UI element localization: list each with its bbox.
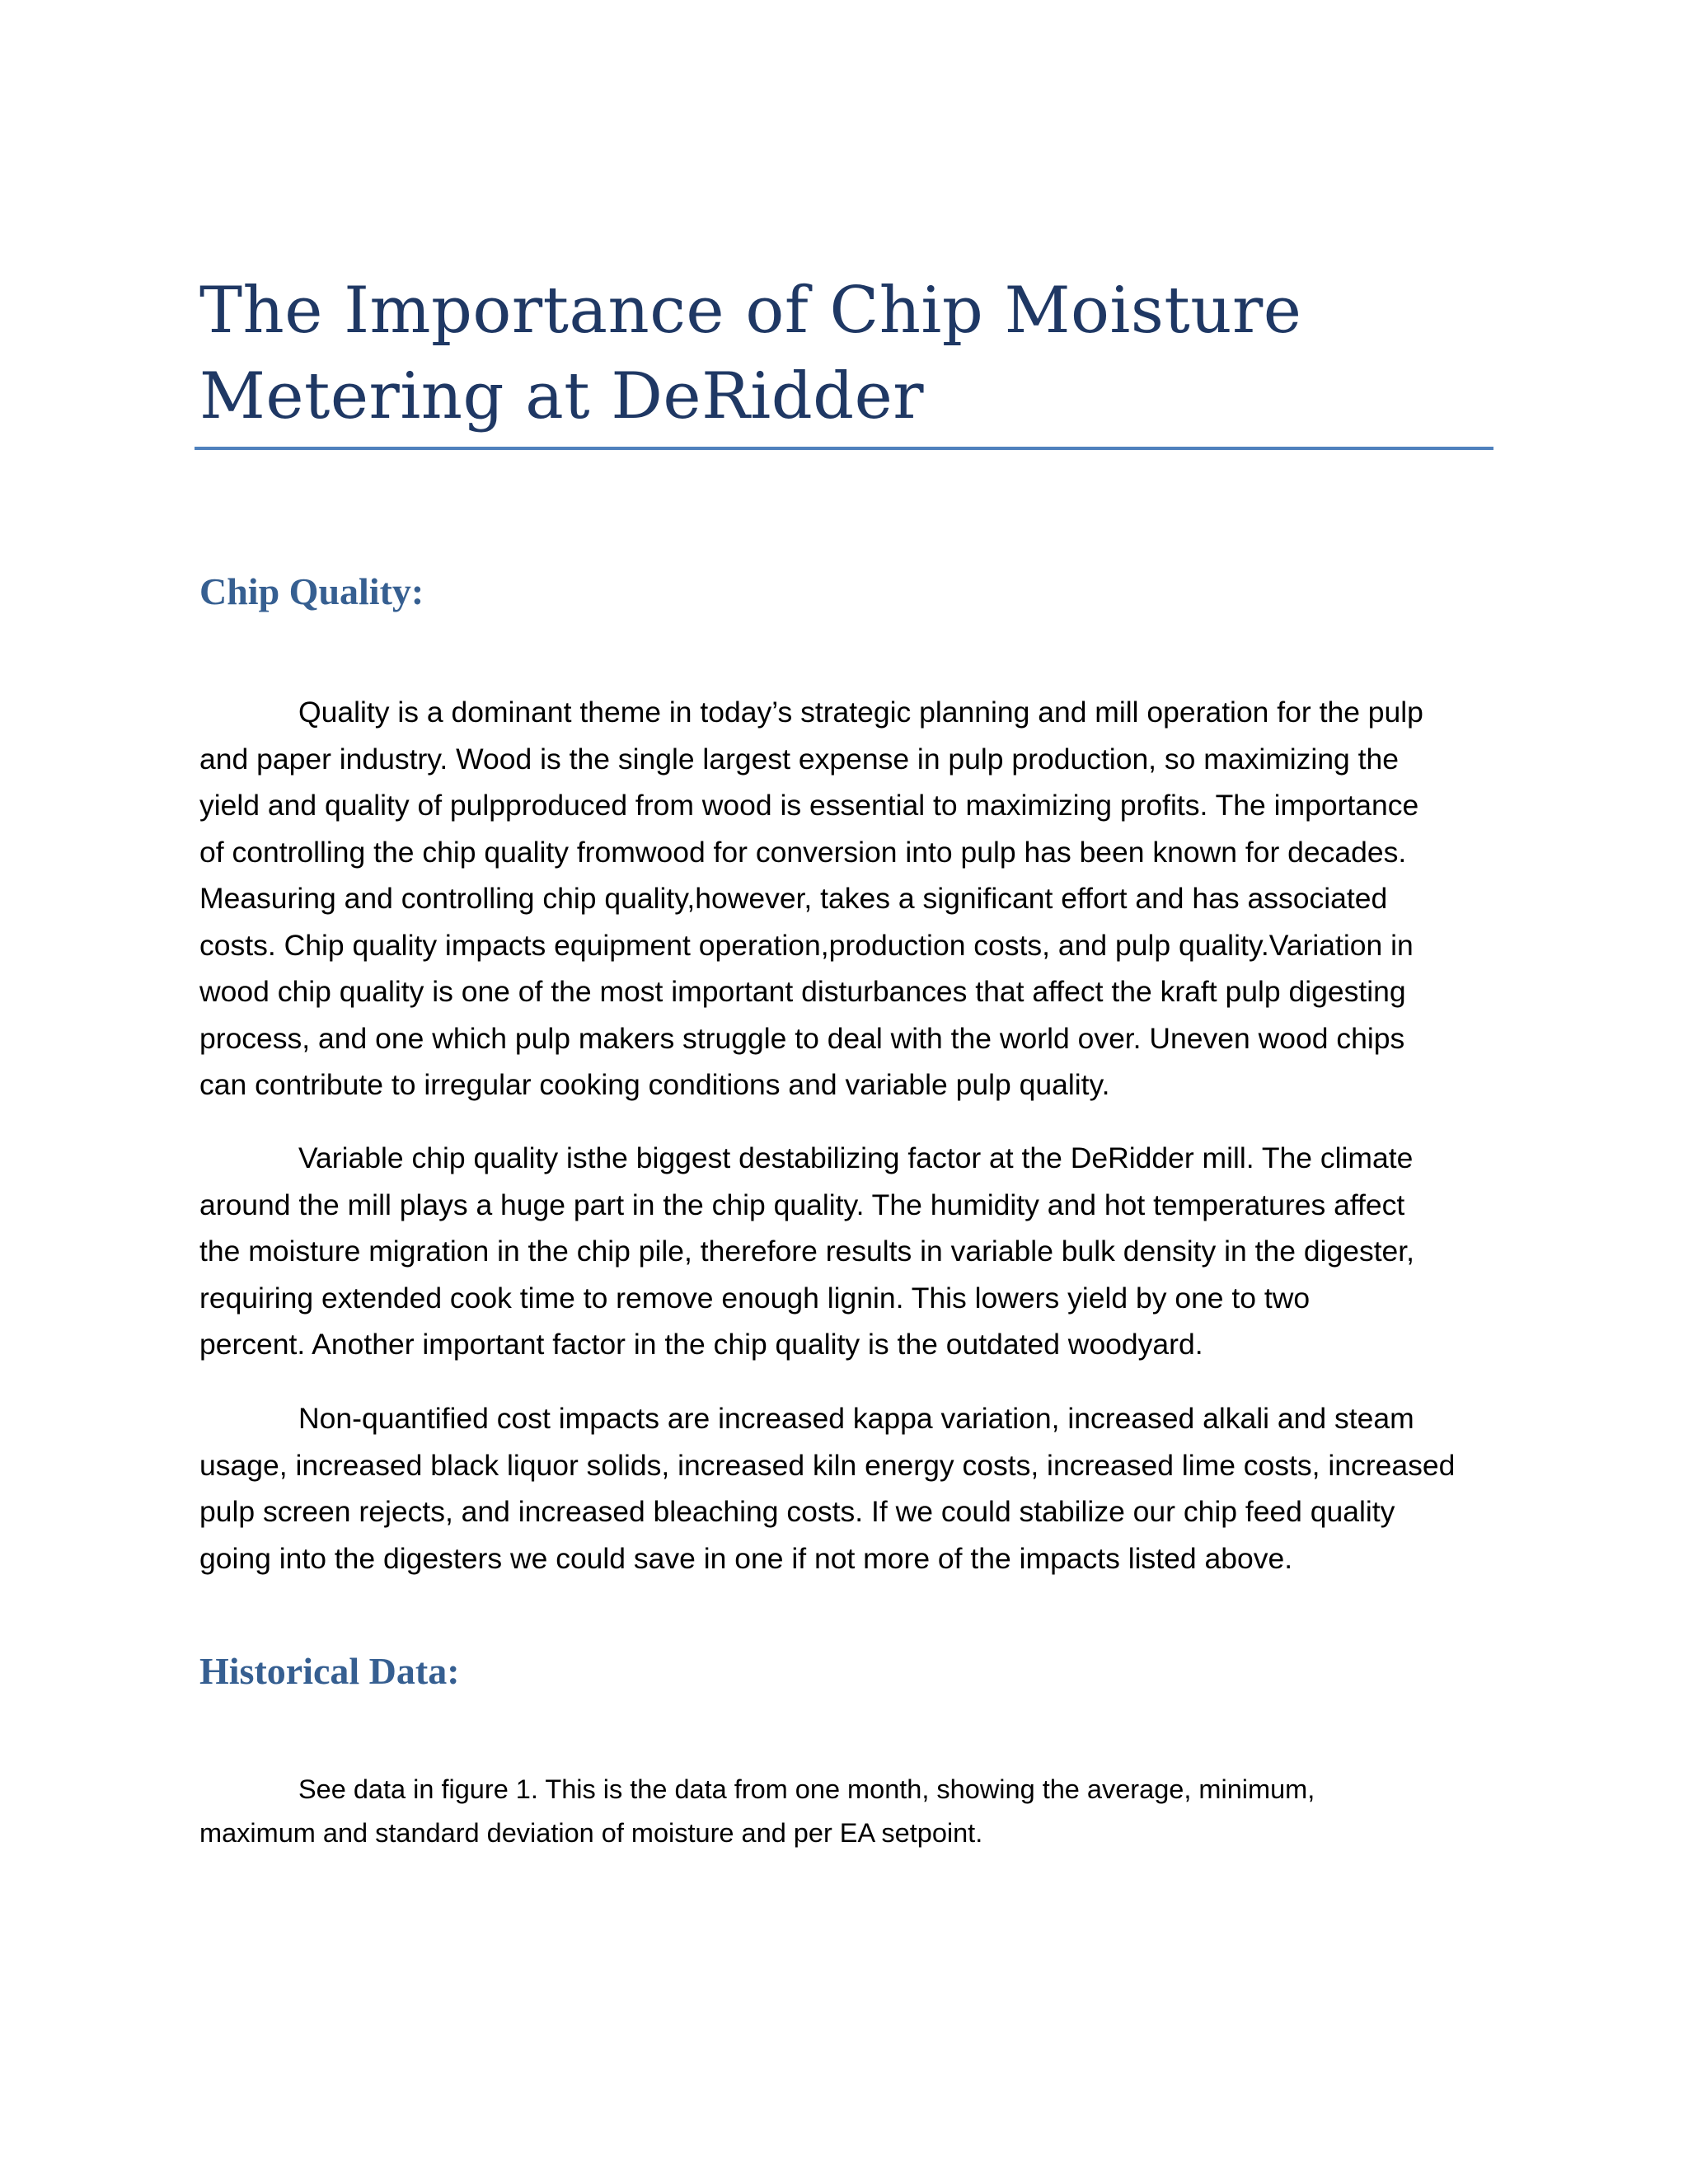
text-line: maximum and standard deviation of moisture and per EA setpoint.: [199, 1818, 983, 1848]
text-line: pulp screen rejects, and increased bleaching costs. If we could stabilize our chip feed quality: [199, 1495, 1395, 1528]
text-line: yield and quality of pulpproduced from wood is essential to maximizing profits. The importance: [199, 789, 1419, 822]
text-line: the moisture migration in the chip pile, therefore results in variable bulk density in the digester,: [199, 1235, 1415, 1268]
text-line: costs. Chip quality impacts equipment operation,production costs, and pulp quality.Variation in: [199, 928, 1414, 962]
text-line: Quality is a dominant theme in today’s strategic planning and mill operation for the pulp: [298, 696, 1423, 729]
text-line: of controlling the chip quality fromwood for conversion into pulp has been known for decades.: [199, 835, 1407, 869]
text-line: See data in figure 1. This is the data from one month, showing the average, minimum,: [298, 1774, 1315, 1804]
section-heading-chip-quality: Chip Quality:: [199, 570, 424, 612]
paragraph-chip-quality-1: [199, 689, 1490, 1108]
text-line: can contribute to irregular cooking conditions and variable pulp quality.: [199, 1068, 1110, 1101]
paragraph-chip-quality-3: [199, 1395, 1490, 1582]
text-line: requiring extended cook time to remove enough lignin. This lowers yield by one to two: [199, 1281, 1311, 1315]
text-line: around the mill plays a huge part in the chip quality. The humidity and hot temperatures affect: [199, 1188, 1405, 1221]
paragraph-chip-quality-2: [199, 1135, 1490, 1368]
text-line: Measuring and controlling chip quality,however, takes a significant effort and has associated: [199, 882, 1388, 915]
text-line: going into the digesters we could save in one if not more of the impacts listed above.: [199, 1541, 1293, 1575]
text-line: process, and one which pulp makers struggle to deal with the world over. Uneven wood chips: [199, 1021, 1405, 1055]
paragraph-historical-data-1: [199, 1768, 1490, 1855]
title-line: The Importance of Chip Moisture: [199, 274, 1302, 348]
section-heading-historical-data: Historical Data:: [199, 1650, 460, 1692]
title-underline-divider: [195, 447, 1493, 450]
text-line: Non-quantified cost impacts are increased kappa variation, increased alkali and steam: [298, 1402, 1414, 1435]
text-line: wood chip quality is one of the most important disturbances that affect the kraft pulp digesting: [199, 975, 1406, 1008]
text-line: usage, increased black liquor solids, increased kiln energy costs, increased lime costs, increased: [199, 1448, 1456, 1482]
title-line: Metering at DeRidder: [199, 359, 925, 434]
text-line: percent. Another important factor in the chip quality is the outdated woodyard.: [199, 1328, 1203, 1361]
text-line: and paper industry. Wood is the single largest expense in pulp production, so maximizing the: [199, 742, 1400, 776]
text-line: Variable chip quality isthe biggest destabilizing factor at the DeRidder mill. The climate: [298, 1141, 1414, 1174]
document-title: [199, 268, 1493, 439]
